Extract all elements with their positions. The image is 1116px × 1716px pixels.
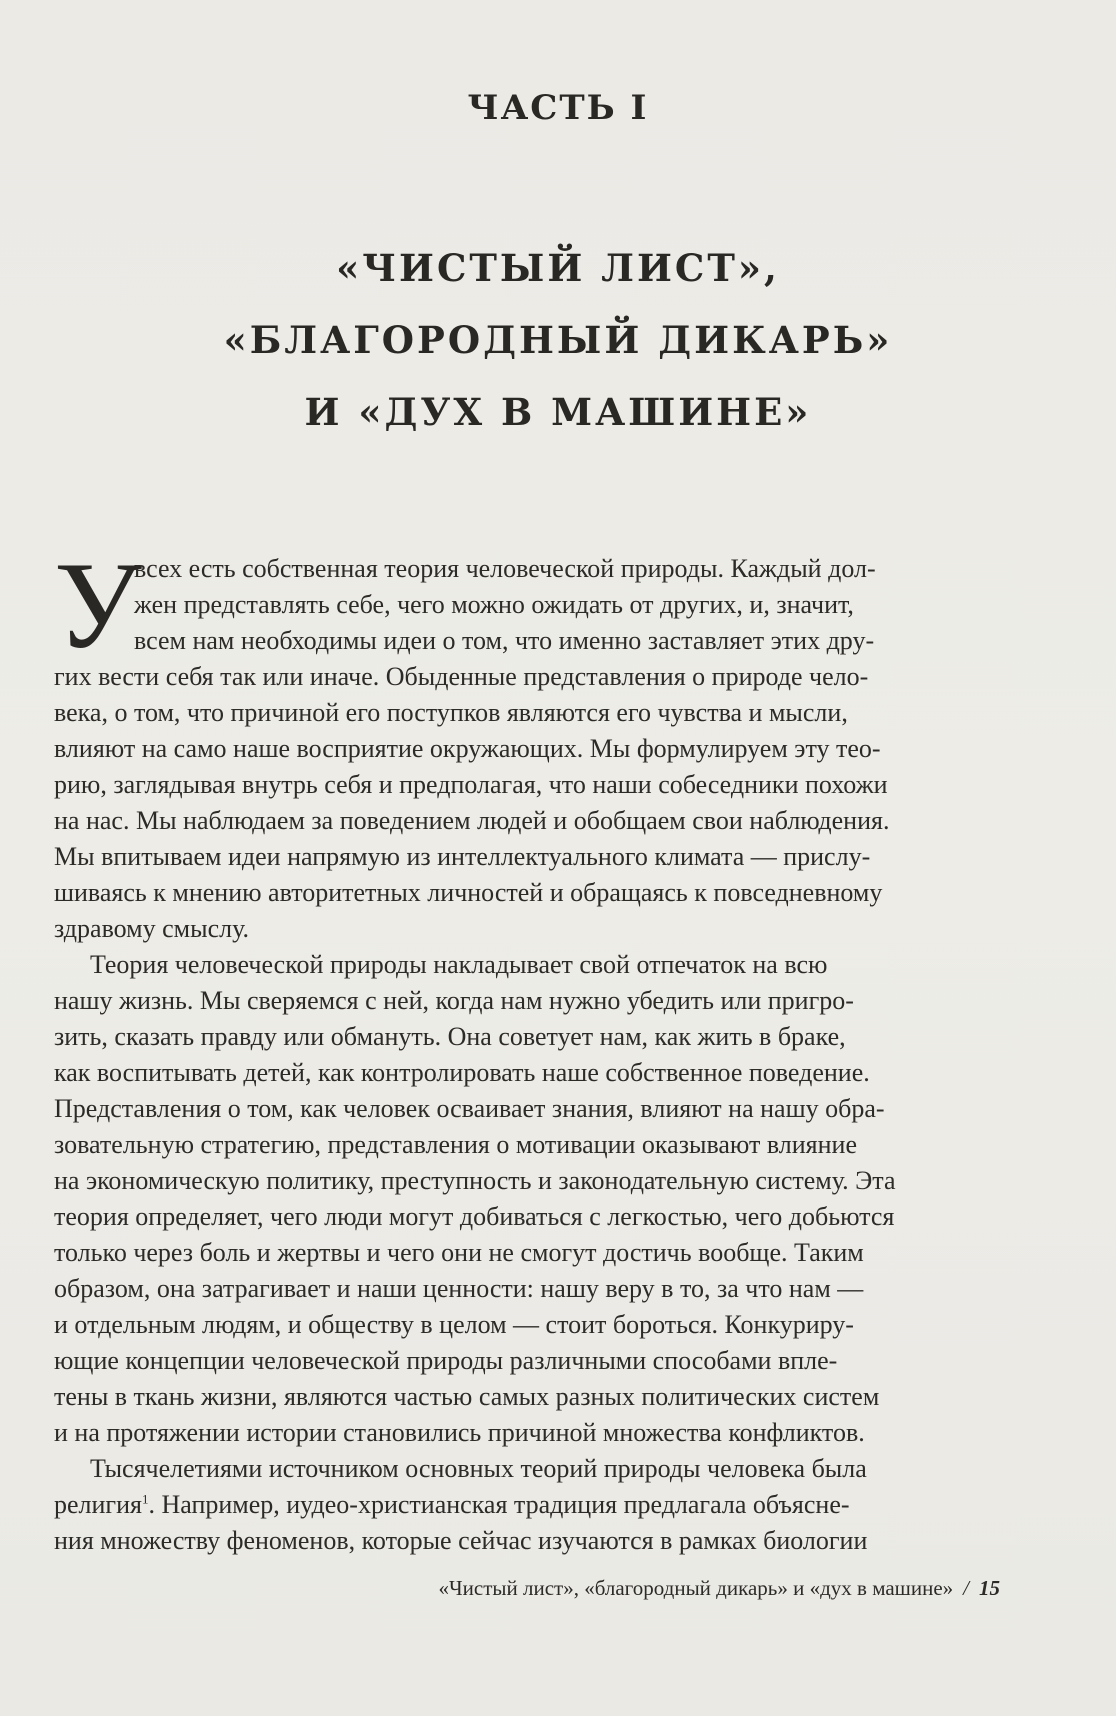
text-line: рию, заглядывая внутрь себя и предполагая, что наши собеседники похожи	[54, 770, 888, 799]
text-line: Тысячелетиями источником основных теорий природы человека была	[90, 1454, 867, 1483]
text-line: Теория человеческой природы накладывает свой отпечаток на всю	[90, 950, 828, 979]
drop-cap: У	[54, 537, 142, 674]
body-text	[54, 551, 1000, 1559]
text-line: ния множеству феноменов, которые сейчас изучаются в рамках биологии	[54, 1526, 868, 1555]
text-line: Представления о том, как человек осваивает знания, влияют на нашу обра-	[54, 1094, 885, 1123]
text-line: шиваясь к мнению авторитетных личностей и обращаясь к повседневному	[54, 878, 883, 907]
text-line: только через боль и жертвы и чего они не смогут достичь вообще. Таким	[54, 1238, 864, 1267]
text-fragment: . Например, иудео-христианская традиция предлагала объясне-	[148, 1490, 850, 1519]
text-line: нашу жизнь. Мы сверяемся с ней, когда нам нужно убедить или пригро-	[54, 986, 854, 1015]
chapter-title	[0, 232, 1116, 448]
chapter-title-line-2: «БЛАГОРОДНЫЙ ДИКАРЬ»	[223, 318, 893, 362]
text-line: века, о том, что причиной его поступков являются его чувства и мысли,	[54, 698, 848, 727]
running-footer	[0, 1576, 1000, 1601]
footnote-reference[interactable]: 1	[141, 1491, 149, 1507]
text-line: теория определяет, чего люди могут добиваться с легкостью, чего добьются	[54, 1202, 895, 1231]
page-number: 15	[979, 1576, 1000, 1600]
text-line: как воспитывать детей, как контролировать наше собственное поведение.	[54, 1058, 870, 1087]
text-line: ющие концепции человеческой природы различными способами впле-	[54, 1346, 838, 1375]
text-line: зовательную стратегию, представления о мотивации оказывают влияние	[54, 1130, 858, 1159]
text-line: и на протяжении истории становились причиной множества конфликтов.	[54, 1418, 865, 1447]
part-title: ЧАСТЬ I	[467, 88, 649, 128]
text-line: и отдельным людям, и обществу в целом — стоит бороться. Конкуриру-	[54, 1310, 854, 1339]
text-line: зить, сказать правду или обмануть. Она советует нам, как жить в браке,	[54, 1022, 846, 1051]
text-line	[54, 1487, 1000, 1523]
text-line: тены в ткань жизни, являются частью самых разных политических систем	[54, 1382, 880, 1411]
text-line: всех есть собственная теория человеческой природы. Каждый дол-	[134, 554, 876, 583]
text-line: образом, она затрагивает и наши ценности: нашу веру в то, за что нам —	[54, 1274, 864, 1303]
running-title: «Чистый лист», «благородный дикарь» и «дух в машине»	[438, 1576, 954, 1600]
text-fragment: религия	[54, 1490, 142, 1519]
text-line: на нас. Мы наблюдаем за поведением людей и обобщаем свои наблюдения.	[54, 806, 890, 835]
text-line: жен представлять себе, чего можно ожидать от других, и, значит,	[134, 590, 854, 619]
chapter-title-line-3: И «ДУХ В МАШИНЕ»	[304, 390, 812, 434]
text-line: всем нам необходимы идеи о том, что именно заставляет этих дру-	[134, 626, 875, 655]
footer-separator: /	[963, 1576, 969, 1600]
text-line: на экономическую политику, преступность и законодательную систему. Эта	[54, 1166, 896, 1195]
chapter-title-line-1: «ЧИСТЫЙ ЛИСТ»,	[336, 246, 780, 290]
text-line: влияют на само наше восприятие окружающих. Мы формулируем эту тео-	[54, 734, 881, 763]
text-line: Мы впитываем идеи напрямую из интеллектуального климата — прислу-	[54, 842, 871, 871]
text-line: здравому смыслу.	[54, 914, 249, 943]
text-line: гих вести себя так или иначе. Обыденные представления о природе чело-	[54, 662, 869, 691]
